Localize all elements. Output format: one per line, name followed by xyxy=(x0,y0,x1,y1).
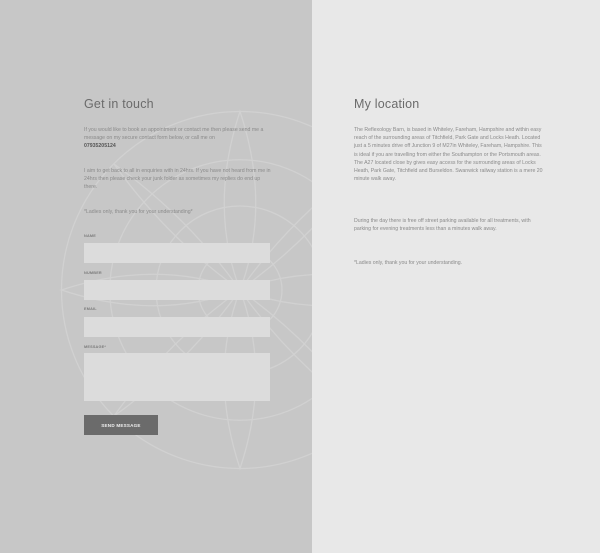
name-input[interactable] xyxy=(84,243,270,263)
name-label: NAME xyxy=(84,234,96,238)
email-label: EMAIL xyxy=(84,307,97,311)
reply-note: I aim to get back to all in enquiries with in 24hrs. If you have not heard from me in 24hrs then please check your junk folder as sometimes my replies do end up there. xyxy=(84,168,271,191)
email-input[interactable] xyxy=(84,317,270,337)
message-textarea[interactable] xyxy=(84,353,270,401)
contact-heading: Get in touch xyxy=(84,97,154,111)
message-label: MESSAGE* xyxy=(84,345,107,349)
location-paragraph-3: *Ladies only, thank you for your understanding. xyxy=(354,260,463,266)
ladies-note: *Ladies only, thank you for your understanding* xyxy=(84,209,193,215)
contact-intro xyxy=(84,126,274,151)
number-label: NUMBER xyxy=(84,271,102,275)
location-paragraph-2: During the day there is free off street parking available for all treatments, with parking for evening treatments less than a minutes walk away. xyxy=(354,218,531,233)
number-input[interactable] xyxy=(84,280,270,300)
phone-number[interactable]: 07935205124 xyxy=(84,143,116,150)
location-paragraph-1: The Reflexology Barn, is based in Whiteley, Fareham, Hampshire and within easy reach of the surrounding areas of Titchfield, Park Gate and Locks Heath. Located just a 5 minutes drive off Junction 9 of M27in Whiteley, Fareham, Hampshire. This is ideal if you are travelling from either the Southampton or the Portsmouth areas. The A27 located close by gives easy access for the surrounding areas of Locks Heath, Park Gate, Titchfield and Burseldon. Swanwick railway station is a mere 20 minute walk away. xyxy=(354,127,543,183)
send-message-button[interactable]: SEND MESSAGE xyxy=(84,415,158,435)
contact-intro-text: If you would like to book an appointment or contact me then please send me a message on my secure contact form below, or call me on xyxy=(84,127,264,142)
location-section xyxy=(312,0,600,553)
location-heading: My location xyxy=(354,97,420,111)
